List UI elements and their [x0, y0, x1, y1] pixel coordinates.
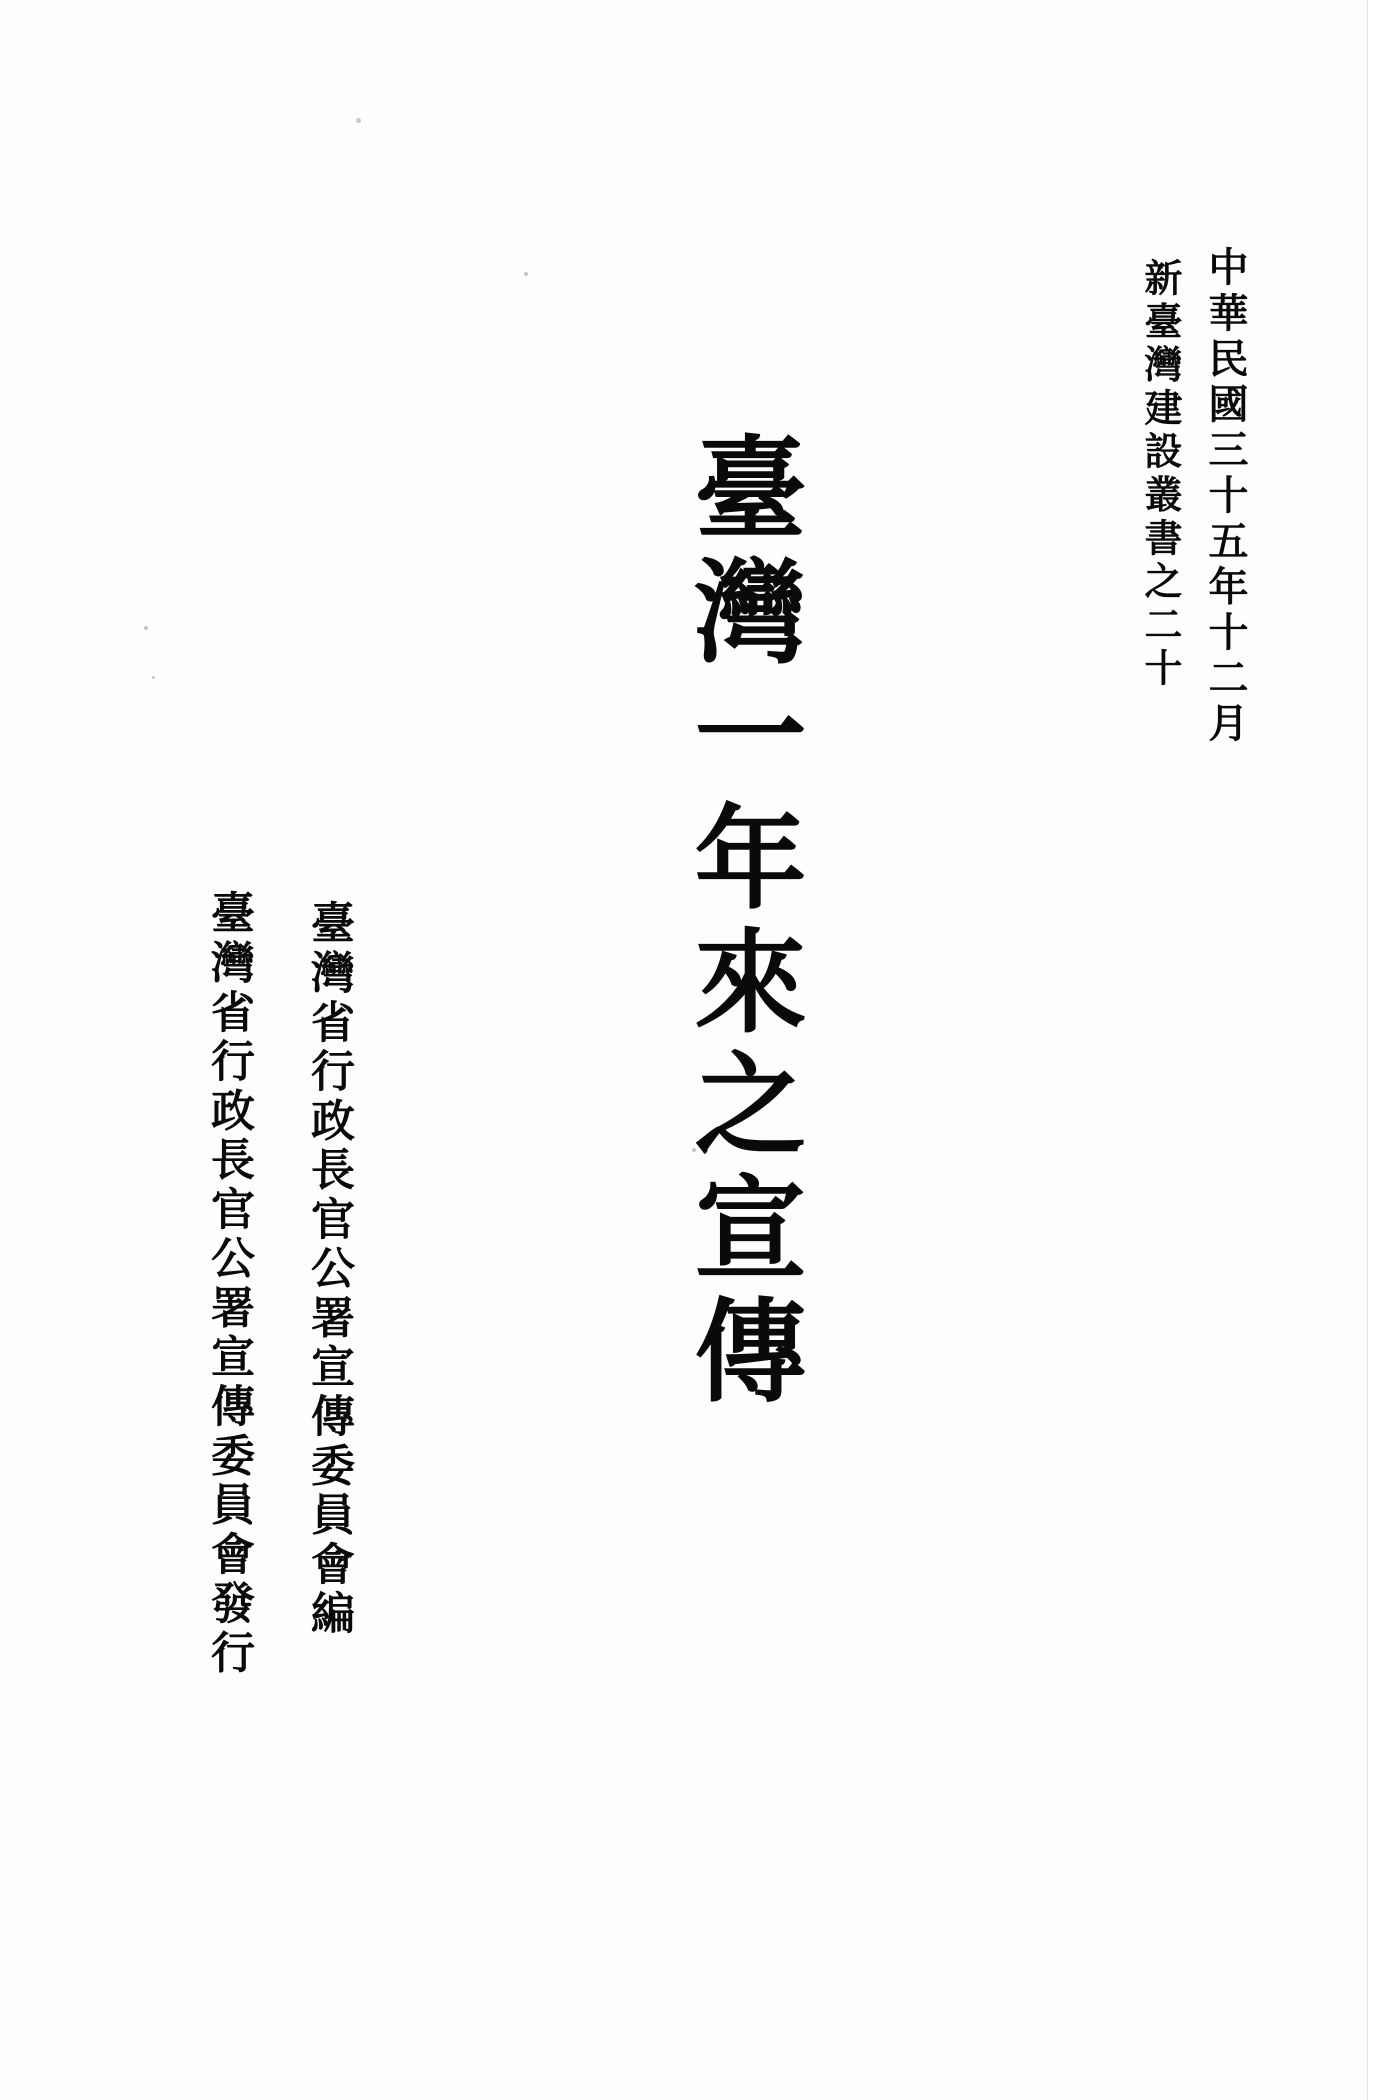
- scan-speck: [152, 676, 155, 679]
- series-name-line: 新臺灣建設叢書之二十: [1138, 258, 1183, 692]
- page-edge-band: [1367, 0, 1400, 2100]
- publisher-line: 臺灣省行政長官公署宣傳委員會發行: [203, 890, 254, 1679]
- page-title: 臺灣一年來之宣傳: [676, 430, 807, 1416]
- compiler-line: 臺灣省行政長官公署宣傳委員會編: [303, 900, 354, 1640]
- scan-speck: [524, 272, 528, 276]
- scan-speck: [356, 118, 361, 123]
- scan-speck: [144, 626, 148, 630]
- series-date-line: 中華民國三十五年十二月: [1202, 246, 1249, 748]
